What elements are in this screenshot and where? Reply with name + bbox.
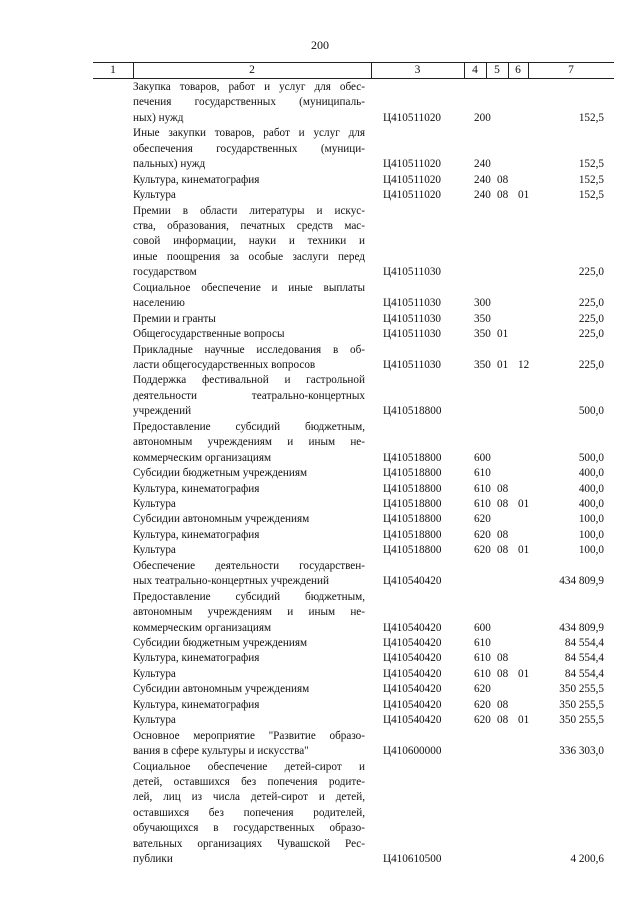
row-col-5: 01 [497,328,509,341]
row-col-4: 200 [474,111,491,124]
description-line: ных) нужд [133,111,184,124]
row-col-5: 08 [497,528,509,541]
row-code: Ц410518800 [383,498,442,511]
row-code: Ц410600000 [383,745,442,758]
row-description [133,343,365,374]
row-col-5: 08 [497,652,509,665]
row-col-5: 08 [497,544,509,557]
description-line: Предоставление субсидий бюджетным, [133,420,365,433]
row-code: Ц410518800 [383,513,442,526]
row-code: Ц410518800 [383,405,442,418]
description-line: Закупка товаров, работ и услуг для обес- [133,81,365,93]
row-col-5: 08 [497,482,509,495]
row-description [133,281,365,312]
table-row [0,482,640,497]
row-amount: 500,0 [578,405,604,418]
row-description [133,698,365,713]
row-col-4: 620 [474,544,491,557]
row-col-5: 01 [497,359,509,372]
row-description [133,312,365,327]
row-amount: 152,5 [578,158,604,171]
row-col-6: 01 [518,667,530,680]
row-col-5: 08 [497,498,509,511]
table-row [0,590,640,636]
description-line: вания в сфере культуры и искусства" [133,745,309,758]
row-col-4: 600 [474,621,491,634]
description-line: Культура [133,189,176,202]
description-line: Культура, кинематография [133,528,260,541]
table-row [0,512,640,527]
table-row [0,173,640,188]
row-description [133,420,365,466]
description-line: Поддержка фестивальной и гастрольной [133,374,365,387]
description-line: Культура, кинематография [133,652,260,665]
description-line: Культура, кинематография [133,482,260,495]
row-description [133,466,365,481]
header-col-4: 4 [472,64,478,76]
row-description [133,126,365,172]
description-line: Прикладные научные исследования в об- [133,343,365,356]
table-row [0,682,640,697]
description-line: Иные закупки товаров, работ и услуг для [133,127,365,140]
description-line: Культура [133,667,176,680]
description-line: Культура [133,544,176,557]
row-code: Ц410610500 [383,853,442,866]
row-amount: 100,0 [578,528,604,541]
description-line: Основное мероприятие "Развитие образо- [133,729,365,742]
description-line: Субсидии бюджетным учреждениям [133,637,308,650]
description-line: Культура [133,498,176,511]
description-line: Обеспечение деятельности государствен- [133,559,365,572]
page-number: 200 [311,38,329,52]
table-row [0,343,640,374]
row-code: Ц410511030 [383,359,442,372]
row-col-6: 01 [518,544,530,557]
row-code: Ц410540420 [383,714,442,727]
row-description [133,528,365,543]
row-description [133,80,365,126]
row-amount: 84 554,4 [564,637,604,649]
row-amount: 350 255,5 [559,698,604,711]
row-code: Ц410540420 [383,683,442,696]
table-row [0,312,640,327]
row-amount: 4 200,6 [570,853,604,866]
row-col-4: 620 [474,698,491,711]
row-col-5: 08 [497,698,509,711]
row-description [133,173,365,188]
row-col-6: 01 [518,714,530,727]
row-col-4: 610 [474,667,491,680]
row-code: Ц410511030 [383,328,442,341]
row-code: Ц410540420 [383,575,442,588]
table-row [0,466,640,481]
description-line: вательных организациях Чувашской Рес- [133,837,365,850]
row-amount: 400,0 [578,498,604,511]
description-line: автономным учреждениям и иным не- [133,436,365,449]
row-description [133,729,365,760]
description-line: коммерческим организациям [133,451,272,464]
table-row [0,651,640,666]
row-description [133,760,365,868]
row-code: Ц410511020 [383,173,442,186]
row-description [133,636,365,651]
row-amount: 400,0 [578,482,604,495]
row-code: Ц410511030 [383,297,442,310]
description-line: Культура [133,714,176,727]
row-amount: 434 809,9 [559,621,604,634]
row-code: Ц410540420 [383,621,442,634]
table-row [0,420,640,466]
row-col-4: 610 [474,637,491,649]
row-col-4: 300 [474,297,491,310]
row-col-4: 240 [474,189,491,202]
row-code: Ц410540420 [383,667,442,680]
table-row [0,204,640,281]
table-row [0,729,640,760]
description-line: Социальное обеспечение детей-сирот и [133,760,365,773]
row-col-4: 350 [474,359,491,372]
description-line: оставшихся без попечения родителей, [133,806,365,819]
description-line: ласти общегосударственных вопросов [133,359,316,372]
description-line: Субсидии автономным учреждениям [133,683,310,696]
row-code: Ц410511020 [383,111,442,124]
row-col-4: 350 [474,312,491,325]
row-description [133,651,365,666]
row-code: Ц410518800 [383,467,442,480]
description-line: коммерческим организациям [133,621,272,634]
table-row [0,559,640,590]
description-line: Социальное обеспечение и иные выплаты [133,281,365,294]
description-line: Премии и гранты [133,312,216,325]
row-col-4: 620 [474,513,491,526]
row-amount: 225,0 [578,359,604,372]
row-col-4: 610 [474,467,491,480]
row-description [133,543,365,558]
row-col-5: 08 [497,714,509,727]
row-code: Ц410540420 [383,637,442,649]
table-row [0,760,640,868]
row-amount: 350 255,5 [559,714,604,727]
table-row [0,327,640,342]
row-col-4: 620 [474,528,491,541]
description-line: Субсидии бюджетным учреждениям [133,467,308,480]
table-header [93,62,614,79]
row-amount: 225,0 [578,266,604,279]
description-line: Предоставление субсидий бюджетным, [133,590,365,603]
description-line: обучающихся в государственных образо- [133,822,365,835]
table-row [0,698,640,713]
row-col-5: 08 [497,667,509,680]
row-code: Ц410518800 [383,482,442,495]
row-description [133,590,365,636]
header-col-5: 5 [494,64,500,76]
table-row [0,636,640,651]
row-code: Ц410511020 [383,158,442,171]
row-amount: 350 255,5 [559,683,604,696]
row-amount: 84 554,4 [564,667,604,680]
row-description [133,667,365,682]
row-col-5: 08 [497,173,509,186]
row-col-4: 610 [474,652,491,665]
row-description [133,327,365,342]
row-code: Ц410540420 [383,652,442,665]
row-code: Ц410518800 [383,544,442,557]
description-line: Субсидии автономным учреждениям [133,513,310,526]
description-line: Премии в области литературы и искус- [133,204,365,217]
description-line: совой информации, науки и техники и [133,235,365,248]
table-row [0,497,640,512]
description-line: публики [133,853,173,866]
row-col-4: 610 [474,482,491,495]
row-col-4: 610 [474,498,491,511]
row-amount: 225,0 [578,328,604,341]
description-line: государством [133,266,197,279]
row-amount: 400,0 [578,467,604,480]
description-line: Общегосударственные вопросы [133,328,285,341]
table-row [0,667,640,682]
row-code: Ц410518800 [383,451,442,464]
row-code: Ц410518800 [383,528,442,541]
description-line: автономным учреждениям и иным не- [133,606,365,619]
row-code: Ц410511020 [383,189,442,202]
table-row [0,713,640,728]
table-row [0,373,640,419]
row-col-4: 240 [474,158,491,171]
row-amount: 152,5 [578,173,604,186]
table-row [0,543,640,558]
header-col-1: 1 [110,64,116,76]
description-line: ных театрально-концертных учреждений [133,575,329,588]
table-row [0,188,640,203]
header-col-2: 2 [249,64,255,76]
row-col-6: 01 [518,498,530,511]
row-description [133,497,365,512]
description-line: деятельности театрально-концертных [133,389,365,402]
row-description [133,204,365,281]
row-col-6: 01 [518,189,530,202]
row-col-5: 08 [497,189,509,202]
description-line: ства, образования, печатных средств мас- [133,220,365,233]
header-col-6: 6 [515,64,521,76]
description-line: учреждений [133,405,192,418]
row-description [133,482,365,497]
row-description [133,682,365,697]
table-row [0,281,640,312]
row-col-6: 12 [518,359,530,372]
description-line: печения государственных (муниципаль- [133,96,365,109]
row-col-4: 620 [474,714,491,727]
row-amount: 336 303,0 [559,745,604,758]
row-amount: 500,0 [578,451,604,464]
row-amount: 152,5 [578,111,604,124]
row-code: Ц410540420 [383,698,442,711]
row-amount: 225,0 [578,312,604,325]
description-line: обеспечения государственных (муници- [133,142,365,155]
row-amount: 100,0 [578,513,604,526]
table-row [0,126,640,172]
row-description [133,373,365,419]
row-col-4: 350 [474,328,491,341]
header-col-7: 7 [568,64,574,76]
row-amount: 225,0 [578,297,604,310]
row-code: Ц410511030 [383,266,442,279]
row-description [133,188,365,203]
row-amount: 152,5 [578,189,604,202]
row-amount: 84 554,4 [564,652,604,665]
description-line: Культура, кинематография [133,698,260,711]
row-amount: 434 809,9 [559,575,604,588]
row-code: Ц410511030 [383,312,442,325]
description-line: иные поощрения за особые заслуги перед [133,250,365,263]
row-col-4: 240 [474,173,491,186]
row-amount: 100,0 [578,544,604,557]
description-line: Культура, кинематография [133,173,260,186]
table-row [0,80,640,126]
table-row [0,528,640,543]
row-description [133,713,365,728]
row-col-4: 600 [474,451,491,464]
description-line: детей, оставшихся без попечения родите- [133,775,365,788]
row-description [133,559,365,590]
row-description [133,512,365,527]
row-col-4: 620 [474,683,491,696]
header-col-3: 3 [414,64,421,76]
description-line: лей, лиц из числа детей-сирот и детей, [133,791,365,804]
description-line: пальных) нужд [133,158,206,171]
budget-table-body [0,80,640,868]
description-line: населению [133,297,185,310]
